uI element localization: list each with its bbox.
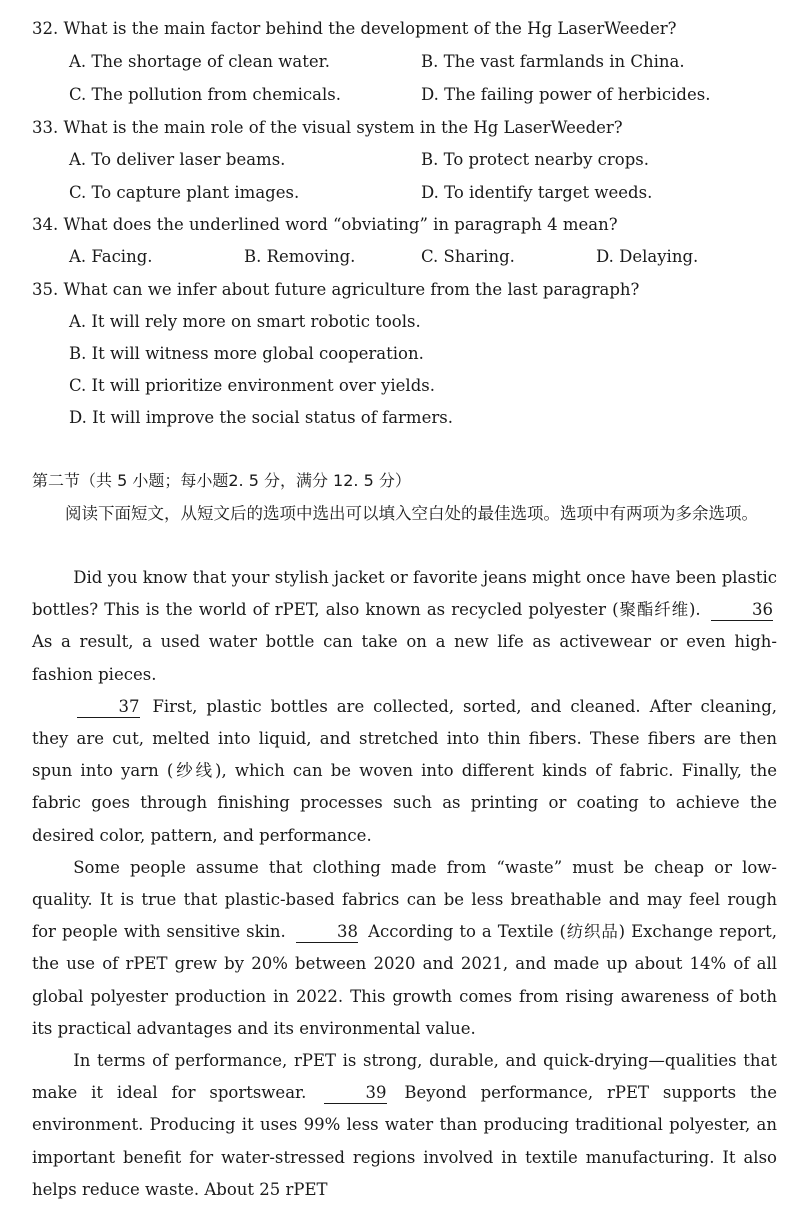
blank-39[interactable]: 39 — [324, 1083, 386, 1104]
p1-text-a: Did you know that your stylish jacket or favorite jeans might once have been plastic bottles? This is the world of rPET, also known as recycled polyester (聚酯纤维). — [32, 568, 777, 620]
question-35-option-d: D. It will improve the social status of farmers. — [69, 408, 453, 427]
question-35-option-a: A. It will rely more on smart robotic tools. — [69, 312, 421, 331]
question-32-option-d: D. The failing power of herbicides. — [421, 85, 711, 104]
passage-paragraph-1 — [32, 562, 777, 691]
question-34-option-a: A. Facing. — [69, 247, 153, 266]
question-35-option-b: B. It will witness more global cooperation. — [69, 344, 424, 363]
question-34-option-c: C. Sharing. — [421, 247, 515, 266]
question-32-option-c: C. The pollution from chemicals. — [69, 85, 342, 104]
p4-text-a: In terms of performance, rPET is strong, durable, and quick-drying—qualities that make it ideal for sportswear. — [32, 1051, 777, 1103]
question-32-option-b: B. The vast farmlands in China. — [421, 52, 685, 71]
section-instruction — [32, 498, 777, 530]
p3-text-a: Some people assume that clothing made from “waste” must be cheap or low-quality. It is true that plastic-based fabrics can be less breathable and may feel rough for people with sensitive skin. — [32, 857, 777, 942]
section-heading: 第二节（共 5 小题；每小题2. 5 分，满分 12. 5 分） — [32, 471, 411, 490]
p3-text-b: According to a Textile (纺织品) Exchange report, the use of rPET grew by 20% between 2020 and 2021, and made up about 14% of all global polyester production in 2022. This growth comes from rising awareness of both its practical advantages and its environmental value. — [32, 922, 778, 1038]
instruction-text: 阅读下面短文，从短文后的选项中选出可以填入空白处的最佳选项。选项中有两项为多余选项。 — [65, 504, 758, 523]
question-33-option-d: D. To identify target weeds. — [421, 183, 653, 202]
p4-text-b: Beyond performance, rPET supports the environment. Producing it uses 99% less water than producing traditional polyester, an important benefit for water-stressed regions involved in textile manufacturing. It also helps reduce waste. About 25 rPET — [32, 1083, 777, 1199]
question-32-stem: 32. What is the main factor behind the development of the Hg LaserWeeder? — [32, 19, 677, 38]
question-32-option-a: A. The shortage of clean water. — [69, 52, 330, 71]
p2-text: First, plastic bottles are collected, sorted, and cleaned. After cleaning, they are cut, melted into liquid, and stretched into thin fibers. These fibers are then spun into yarn (纱线), which can be woven into different kinds of fabric. Finally, the fabric goes through finishing processes such as printing or coating to achieve the desired color, pattern, and performance. — [32, 696, 777, 845]
question-34-option-d: D. Delaying. — [596, 247, 699, 266]
blank-37[interactable]: 37 — [77, 697, 139, 718]
question-33-stem: 33. What is the main role of the visual system in the Hg LaserWeeder? — [32, 118, 623, 137]
question-34-option-b: B. Removing. — [244, 247, 356, 266]
question-33-option-b: B. To protect nearby crops. — [421, 150, 649, 169]
blank-36[interactable]: 36 — [711, 600, 773, 621]
question-35-option-c: C. It will prioritize environment over yields. — [69, 376, 435, 395]
passage-paragraph-2 — [32, 691, 777, 852]
question-34-stem: 34. What does the underlined word “obviating” in paragraph 4 mean? — [32, 215, 618, 234]
p1-text-b: As a result, a used water bottle can take on a new life as activewear or even high-fashion pieces. — [32, 632, 777, 684]
passage-paragraph-3 — [32, 852, 777, 1045]
question-33-option-a: A. To deliver laser beams. — [69, 150, 286, 169]
blank-38[interactable]: 38 — [296, 922, 358, 943]
question-33-option-c: C. To capture plant images. — [69, 183, 300, 202]
passage-paragraph-4 — [32, 1045, 777, 1206]
question-35-stem: 35. What can we infer about future agriculture from the last paragraph? — [32, 280, 640, 299]
passage — [32, 562, 777, 1206]
